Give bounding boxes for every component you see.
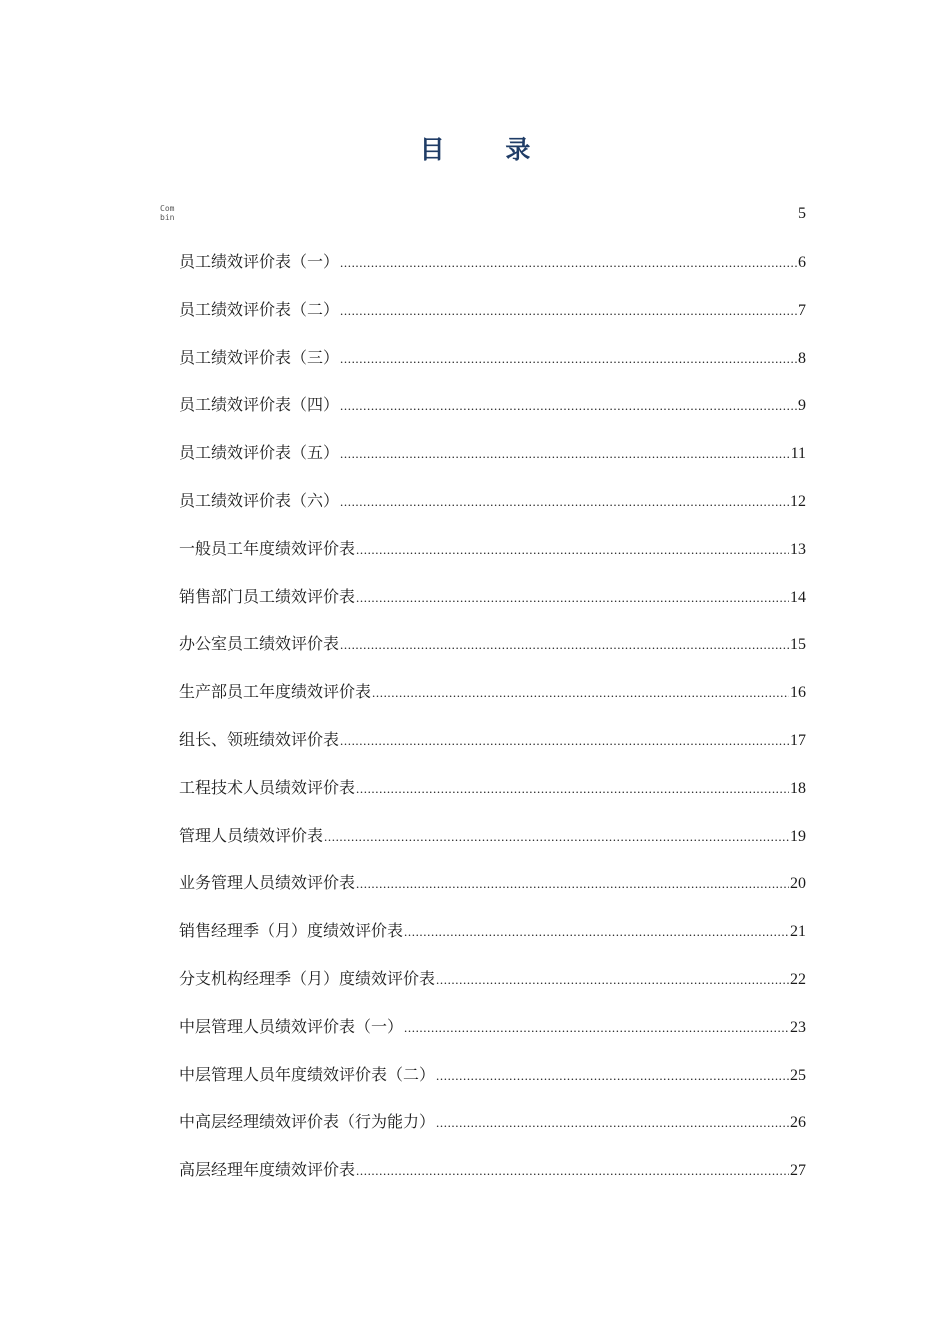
toc-entry-label: 员工绩效评价表（五） [179,443,340,463]
toc-page-number: 6 [798,254,806,271]
toc-entry-label: 中层管理人员年度绩效评价表（二） [179,1064,436,1084]
toc-entry-label: 员工绩效评价表（二） [179,299,340,319]
toc-page-number: 5 [798,205,806,222]
toc-page-number: 22 [790,970,806,988]
toc-page-number: 14 [790,588,806,606]
toc-page-number: 8 [798,349,806,367]
toc-page-number: 26 [790,1114,806,1132]
dot-leader [340,299,797,323]
dot-leader [340,490,789,514]
toc-entry-label: 高层经理年度绩效评价表 [179,1160,356,1180]
toc-page-number: 9 [798,397,806,415]
toc-entry-label: 员工绩效评价表（六） [179,490,340,510]
toc-page-number: 18 [790,779,806,797]
toc-first-label: Combin [160,204,175,222]
toc-entry-label: 工程技术人员绩效评价表 [179,777,356,797]
toc-page-number: 17 [790,731,806,749]
toc-entry[interactable] [179,967,806,1015]
toc-entry-label: 分支机构经理季（月）度绩效评价表 [179,968,436,988]
dot-leader [404,920,789,944]
toc-entry-label: 业务管理人员绩效评价表 [179,873,356,893]
dot-leader [372,681,789,705]
dot-leader [356,777,789,801]
dot-leader [340,633,789,657]
toc-entry-label: 销售部门员工绩效评价表 [179,586,356,606]
dot-leader [436,968,789,992]
toc-entry[interactable] [179,489,806,537]
toc-entry[interactable] [179,680,806,728]
toc-entry[interactable] [179,346,806,394]
toc-entry[interactable] [179,1063,806,1111]
toc-page-number: 27 [790,1162,806,1180]
page-title: 目 录 [419,135,557,164]
toc-entry-label: 销售经理季（月）度绩效评价表 [179,921,404,941]
toc-page-number: 21 [790,923,806,941]
toc-entry-label: 管理人员绩效评价表 [179,825,324,845]
toc-entry[interactable] [179,1110,806,1158]
toc-entry[interactable] [179,250,806,298]
dot-leader [340,729,789,753]
dot-leader [436,1111,789,1135]
toc-entry[interactable] [179,1158,806,1206]
toc-entry[interactable] [179,871,806,919]
toc-entry-label: 员工绩效评价表（三） [179,347,340,367]
toc-entry[interactable] [179,919,806,967]
dot-leader [340,394,797,418]
toc-entry[interactable] [179,393,806,441]
toc-page-number: 15 [790,636,806,654]
dot-leader [404,1016,789,1040]
toc-entry-label: 生产部员工年度绩效评价表 [179,682,372,702]
toc-entry[interactable] [179,824,806,872]
toc-entry-label: 中层管理人员绩效评价表（一） [179,1016,404,1036]
dot-leader [340,347,797,371]
toc-page-number: 16 [790,684,806,702]
toc-entry[interactable] [179,537,806,585]
toc-entry[interactable] [179,585,806,633]
toc-entry-label: 中高层经理绩效评价表（行为能力） [179,1112,436,1132]
toc-entry[interactable] [179,298,806,346]
toc-entry[interactable] [179,728,806,776]
toc-page-number: 13 [790,540,806,558]
toc-page-number: 20 [790,875,806,893]
toc-entry[interactable] [179,441,806,489]
toc-page-number: 12 [790,492,806,510]
toc-entry-label: 组长、领班绩效评价表 [179,729,340,749]
toc-entry-label: 办公室员工绩效评价表 [179,634,340,654]
dot-leader [340,442,790,466]
toc-page-number: 7 [798,301,806,319]
toc-entry[interactable] [179,1015,806,1063]
toc-entry-label: 员工绩效评价表（四） [179,395,340,415]
dot-leader [324,825,789,849]
toc-entry[interactable] [179,776,806,824]
toc-page-number: 25 [790,1066,806,1084]
toc-entry[interactable] [179,632,806,680]
toc-entry-label: 员工绩效评价表（一） [179,252,340,271]
dot-leader [436,1064,789,1088]
toc-entry-label: 一般员工年度绩效评价表 [179,538,356,558]
dot-leader [356,872,789,896]
dot-leader [356,1159,789,1183]
dot-leader [356,586,789,610]
dot-leader [340,251,797,275]
toc-entry-first[interactable] [160,202,806,226]
toc-page-number: 19 [790,827,806,845]
toc-page-number: 23 [790,1018,806,1036]
dot-leader [356,538,789,562]
table-of-contents [179,250,806,1206]
toc-page-number: 11 [790,445,806,463]
